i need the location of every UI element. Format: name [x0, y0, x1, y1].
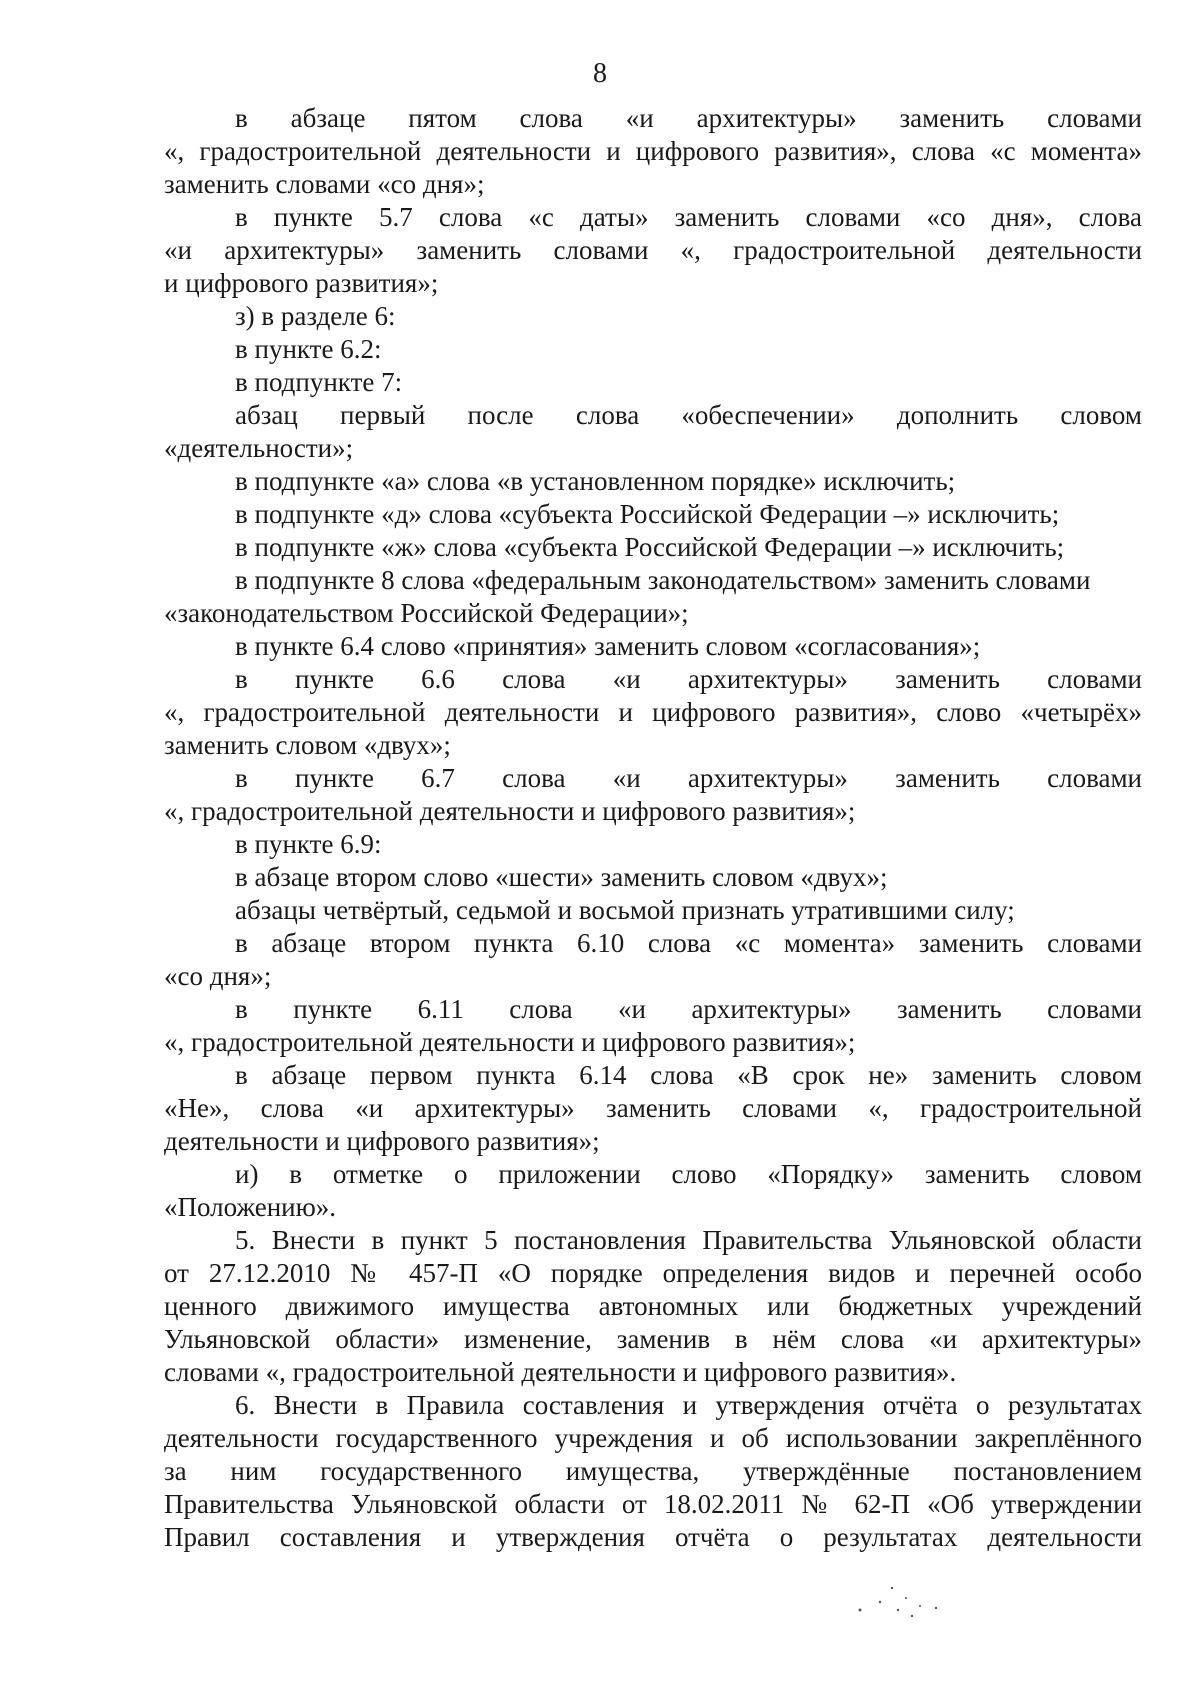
text-line: в абзаце втором пункта 6.10 слова «с момента» заменить словами [235, 928, 1142, 958]
text-line: словами «, градостроительной деятельности и цифрового развития». [164, 1357, 957, 1387]
text-line: в пункте 6.11 слова «и архитектуры» заменить словами [235, 994, 1142, 1024]
text-line: в подпункте 8 слова «федеральным законодательством» заменить словами [235, 565, 1091, 595]
text-line: и) в отметке о приложении слово «Порядку» заменить словом [235, 1159, 1142, 1189]
text-line: 6. Внести в Правила составления и утверждения отчёта о результатах [235, 1390, 1142, 1420]
text-line: 5. Внести в пункт 5 постановления Правительства Ульяновской области [235, 1225, 1142, 1255]
text-line: и цифрового развития»; [164, 268, 439, 298]
text-line: в подпункте «а» слова «в установленном порядке» исключить; [235, 466, 956, 496]
text-line: в пункте 6.6 слова «и архитектуры» заменить словами [235, 664, 1142, 694]
text-line: заменить словами «со дня»; [164, 169, 485, 199]
text-line: в абзаце первом пункта 6.14 слова «В срок не» заменить словом [235, 1060, 1142, 1090]
text-line: абзац первый после слова «обеспечении» дополнить словом [235, 400, 1142, 430]
text-line: от 27.12.2010 № 457-П «О порядке определения видов и перечней особо [164, 1258, 1142, 1288]
text-line: в подпункте 7: [235, 367, 403, 397]
text-line: «, градостроительной деятельности и цифрового развития»; [164, 796, 856, 826]
text-line: в пункте 6.4 слово «принятия» заменить словом «согласования»; [235, 631, 981, 661]
text-line: в пункте 6.7 слова «и архитектуры» заменить словами [235, 763, 1142, 793]
text-line: «законодательством Российской Федерации»; [164, 598, 689, 628]
text-line: деятельности государственного учреждения и об использовании закреплённого [164, 1423, 1142, 1453]
text-line: в пункте 5.7 слова «с даты» заменить словами «со дня», слова [235, 202, 1142, 232]
text-line: в пункте 6.9: [235, 829, 382, 859]
text-line: в подпункте «ж» слова «субъекта Российской Федерации –» исключить; [235, 532, 1065, 562]
text-line: деятельности и цифрового развития»; [164, 1126, 600, 1156]
text-line: «Положению». [164, 1192, 337, 1222]
text-line: абзацы четвёртый, седьмой и восьмой признать утратившими силу; [235, 895, 1015, 925]
text-line: «и архитектуры» заменить словами «, градостроительной деятельности [164, 235, 1142, 265]
text-line: в абзаце пятом слова «и архитектуры» заменить словами [235, 103, 1142, 133]
text-line: «Не», слова «и архитектуры» заменить словами «, градостроительной [164, 1093, 1142, 1123]
text-line: Ульяновской области» изменение, заменив в нём слова «и архитектуры» [164, 1324, 1142, 1354]
document-body [164, 102, 1142, 1554]
text-line: Правительства Ульяновской области от 18.02.2011 № 62-П «Об утверждении [164, 1489, 1142, 1519]
text-line: «, градостроительной деятельности и цифрового развития»; [164, 1027, 856, 1057]
text-line: в абзаце втором слово «шести» заменить словом «двух»; [235, 862, 888, 892]
text-line: в подпункте «д» слова «субъекта Российской Федерации –» исключить; [235, 499, 1060, 529]
text-line: за ним государственного имущества, утверждённые постановлением [164, 1456, 1142, 1486]
page-number: 8 [593, 58, 607, 89]
scan-artifact [850, 1580, 960, 1640]
text-line: «деятельности»; [164, 433, 354, 463]
text-line: Правил составления и утверждения отчёта о результатах деятельности [164, 1522, 1142, 1552]
text-line: з) в разделе 6: [235, 301, 396, 331]
text-line: «, градостроительной деятельности и цифрового развития», слово «четырёх» [164, 697, 1142, 727]
text-line: «со дня»; [164, 961, 272, 991]
text-line: заменить словом «двух»; [164, 730, 451, 760]
text-line: в пункте 6.2: [235, 334, 382, 364]
text-line: ценного движимого имущества автономных или бюджетных учреждений [164, 1291, 1142, 1321]
text-line: «, градостроительной деятельности и цифрового развития», слова «с момента» [164, 136, 1142, 166]
